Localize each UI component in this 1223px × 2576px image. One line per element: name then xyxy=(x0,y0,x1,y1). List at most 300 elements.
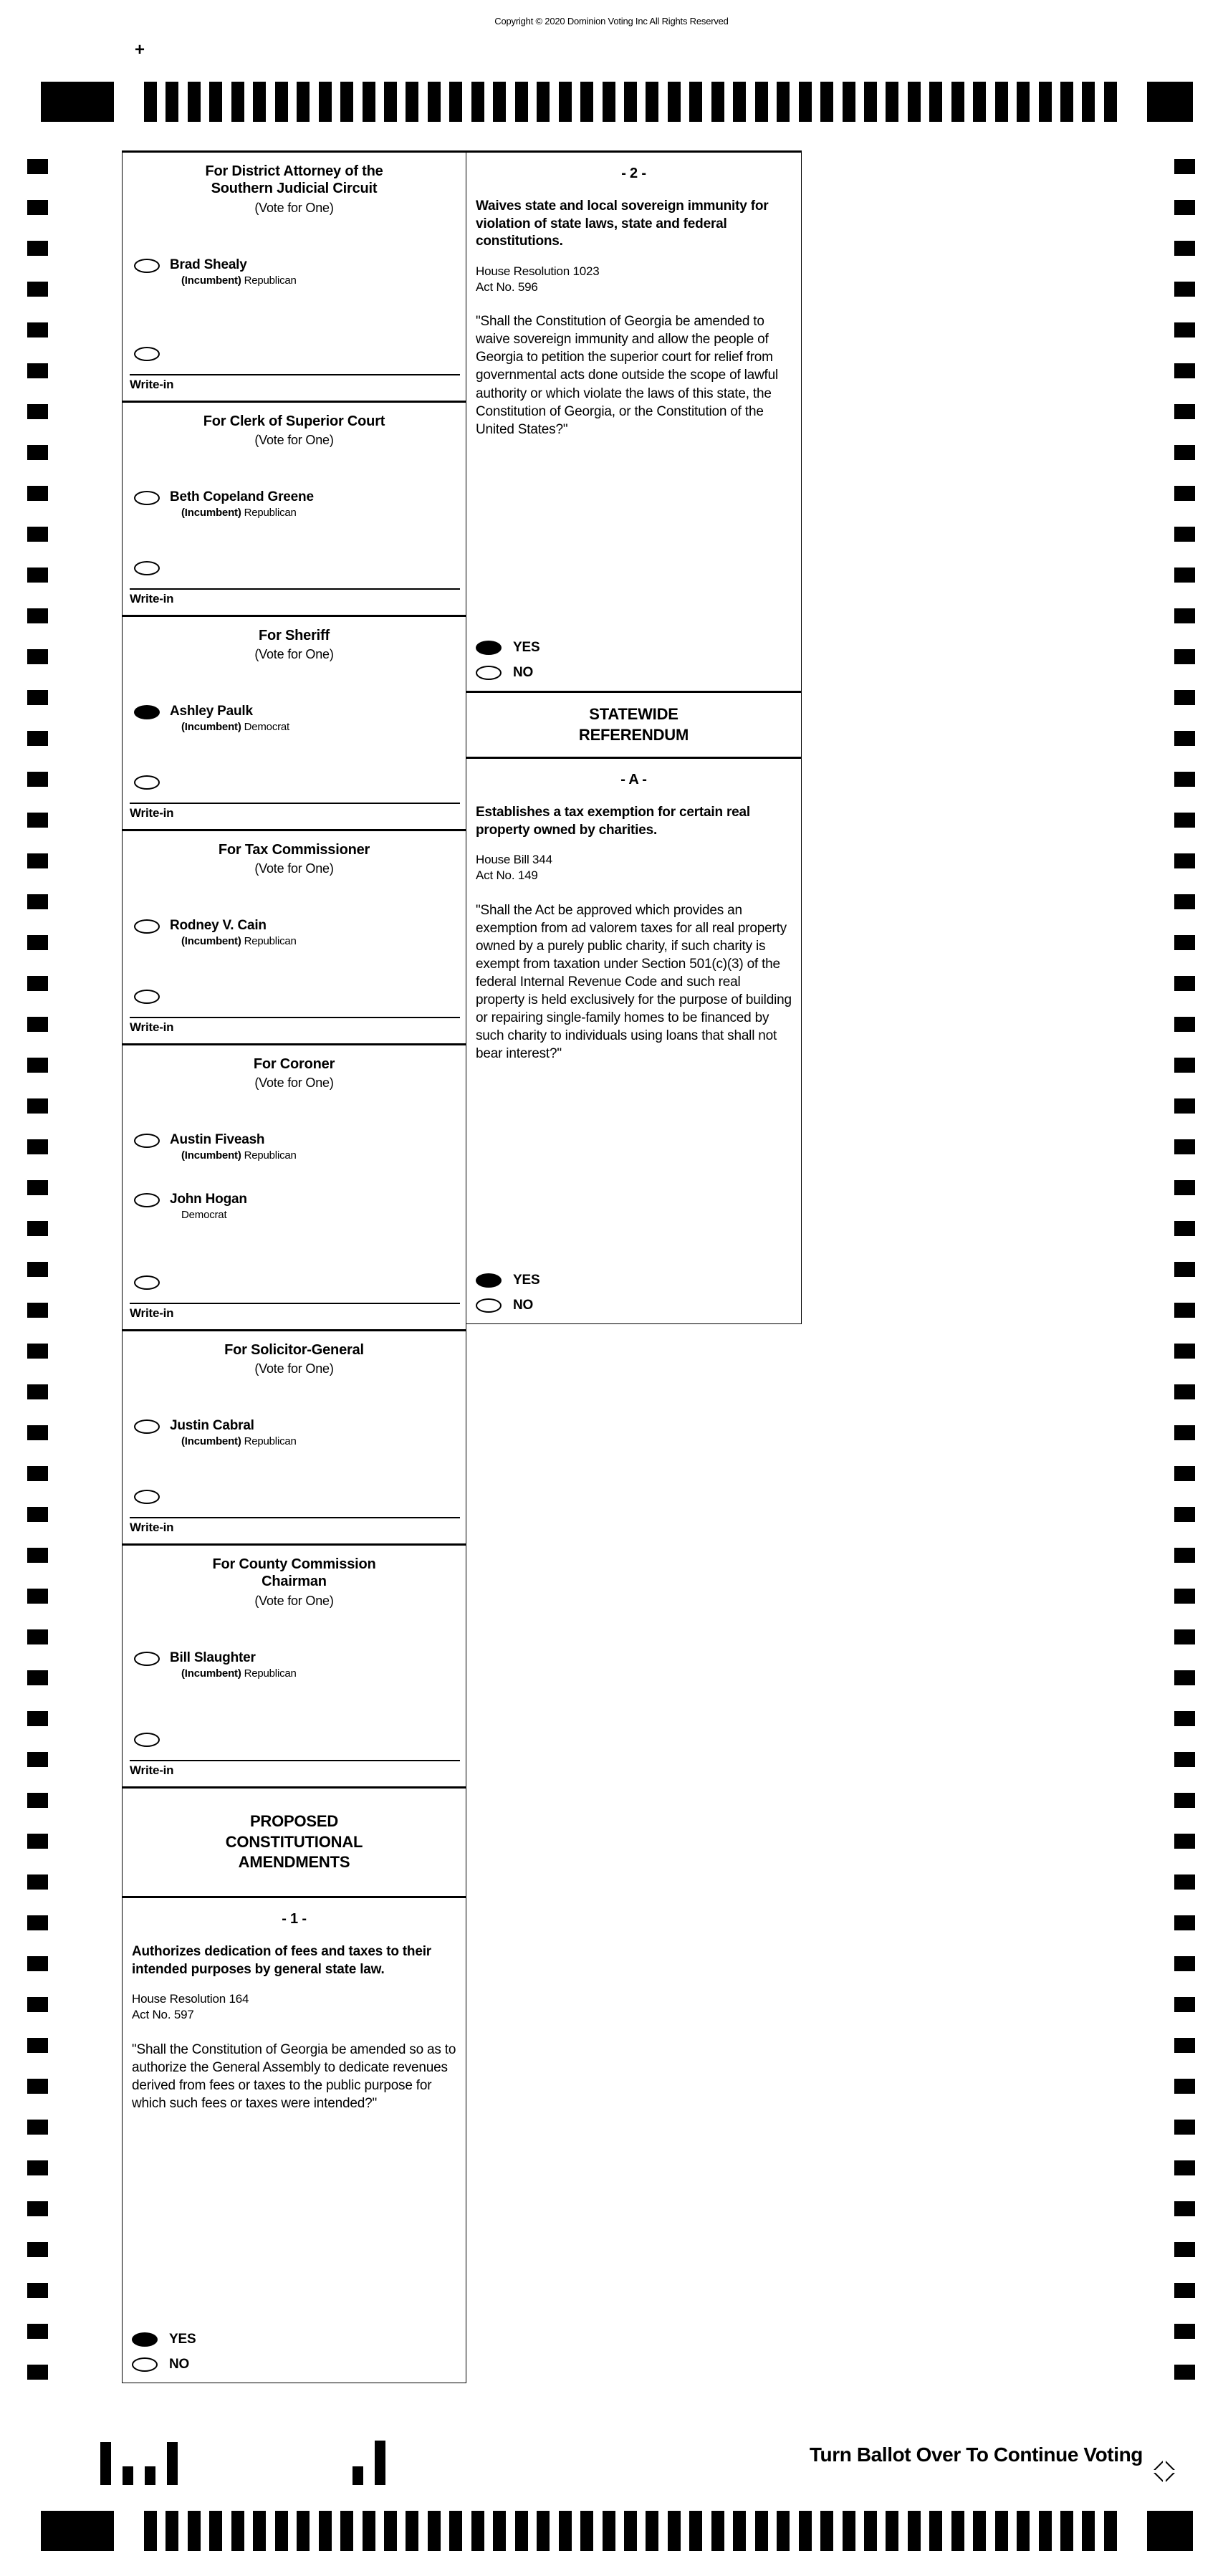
write-in-line[interactable] xyxy=(130,1017,460,1018)
timing-mark xyxy=(27,1344,48,1359)
incumbent-label: (Incumbent) xyxy=(181,1435,241,1448)
timing-mark xyxy=(537,82,550,122)
write-in-area xyxy=(130,1303,460,1321)
vote-for-instruction: (Vote for One) xyxy=(254,861,334,876)
timing-mark xyxy=(297,82,310,122)
write-in-area xyxy=(130,374,460,392)
timing-mark xyxy=(27,1303,48,1318)
choice-row xyxy=(476,1298,792,1313)
timing-mark xyxy=(1174,608,1195,623)
candidate-detail xyxy=(181,507,314,519)
timing-mark xyxy=(515,82,528,122)
timing-mark xyxy=(27,282,48,297)
icon-slit-vertical xyxy=(1163,2458,1166,2485)
candidate-info xyxy=(170,1192,247,1221)
candidate-name: Rodney V. Cain xyxy=(170,918,267,934)
measure-citation xyxy=(476,852,792,884)
timing-mark xyxy=(995,2511,1008,2551)
timing-mark xyxy=(27,568,48,583)
contest-title: For Sheriff xyxy=(259,628,330,643)
timing-mark xyxy=(755,2511,768,2551)
candidate-info xyxy=(170,1132,297,1162)
timing-mark xyxy=(1174,241,1195,256)
timing-mark xyxy=(27,200,48,215)
office-contest xyxy=(122,615,466,830)
timing-mark xyxy=(428,2511,441,2551)
timing-mark xyxy=(1174,445,1195,460)
timing-mark xyxy=(603,2511,615,2551)
write-in-line[interactable] xyxy=(130,588,460,590)
timing-mark xyxy=(363,82,375,122)
measure-number: - 1 - xyxy=(282,1911,307,1927)
timing-mark xyxy=(340,82,353,122)
write-in-label: Write-in xyxy=(130,592,174,605)
timing-mark xyxy=(1174,2038,1195,2053)
timing-mark xyxy=(27,813,48,828)
write-in-oval[interactable] xyxy=(134,990,160,1004)
write-in-area xyxy=(130,1517,460,1535)
incumbent-label: (Incumbent) xyxy=(181,935,241,948)
timing-mark xyxy=(843,82,855,122)
party-label: Republican xyxy=(244,274,297,287)
candidate-name: Bill Slaughter xyxy=(170,1649,256,1665)
contest-title: For Tax Commissioner xyxy=(218,842,370,858)
timing-mark xyxy=(493,82,506,122)
candidate-name: Brad Shealy xyxy=(170,257,247,272)
incumbent-label: (Incumbent) xyxy=(181,1667,241,1680)
measure-question: "Shall the Constitution of Georgia be amended so as to authorize the General Assembly to dedicate revenues derived from fees or taxes to the public purpose for which such fees or taxes were intended?" xyxy=(132,2041,456,2111)
write-in-line[interactable] xyxy=(130,803,460,804)
timing-mark xyxy=(1174,1997,1195,2012)
candidate-row xyxy=(134,1419,466,1447)
timing-mark xyxy=(1174,1466,1195,1481)
contest-title: Chairman xyxy=(262,1574,327,1590)
timing-mark xyxy=(1174,649,1195,664)
timing-mark xyxy=(27,2160,48,2175)
incumbent-label: (Incumbent) xyxy=(181,274,241,287)
timing-mark xyxy=(515,2511,528,2551)
contest-header xyxy=(123,624,466,662)
timing-mark xyxy=(27,159,48,174)
timing-mark xyxy=(27,2201,48,2216)
timing-mark xyxy=(1174,772,1195,787)
timing-mark xyxy=(777,82,790,122)
timing-mark xyxy=(27,690,48,705)
timing-mark xyxy=(188,2511,201,2551)
candidate-row xyxy=(134,1134,466,1162)
candidate-detail xyxy=(181,1149,297,1162)
timing-mark xyxy=(27,445,48,460)
candidate-detail xyxy=(181,721,289,733)
timing-mark xyxy=(1174,1344,1195,1359)
timing-mark xyxy=(1174,1221,1195,1236)
timing-mark xyxy=(1174,894,1195,909)
timing-mark xyxy=(1174,486,1195,501)
timing-mark xyxy=(1174,1425,1195,1440)
timing-mark xyxy=(711,82,724,122)
candidate-detail xyxy=(181,1209,247,1221)
vote-for-instruction: (Vote for One) xyxy=(254,1361,334,1376)
timing-mark xyxy=(27,1507,48,1522)
timing-mark xyxy=(908,82,921,122)
timing-mark xyxy=(755,82,768,122)
timing-mark xyxy=(1039,82,1052,122)
timing-mark xyxy=(27,1752,48,1767)
timing-mark xyxy=(27,486,48,501)
timing-mark xyxy=(1174,2201,1195,2216)
timing-mark xyxy=(1174,976,1195,991)
choice-row xyxy=(476,1273,792,1288)
timing-mark xyxy=(471,82,484,122)
timing-mark xyxy=(27,2079,48,2094)
candidate-info xyxy=(170,257,297,287)
party-label: Republican xyxy=(244,935,297,948)
timing-mark xyxy=(27,1221,48,1236)
write-in-oval[interactable] xyxy=(134,1275,160,1290)
candidate-info xyxy=(170,1650,297,1680)
candidate-info xyxy=(170,1418,297,1447)
write-in-line[interactable] xyxy=(130,1517,460,1518)
timing-block-left xyxy=(41,82,114,122)
timing-mark xyxy=(428,82,441,122)
incumbent-label: (Incumbent) xyxy=(181,507,241,519)
timing-mark xyxy=(1104,2511,1117,2551)
timing-mark xyxy=(471,2511,484,2551)
timing-mark xyxy=(27,363,48,378)
measure-question: "Shall the Act be approved which provides an exemption from ad valorem taxes for all real property owned by a purely public charity, if such charity is exempt from taxation under Section 501(c)(3) of the federal Internal Revenue Code and such real property is held exclusively for the purpose of building or repairing single-family homes to be financed by such charity to individuals using loans that shall not bear interest?" xyxy=(476,902,792,1062)
timing-mark xyxy=(27,608,48,623)
candidate-row xyxy=(134,259,466,287)
measure-number: - 2 - xyxy=(621,166,646,181)
citation-line: House Resolution 1023 xyxy=(476,264,600,279)
party-label: Democrat xyxy=(181,1209,227,1222)
timing-mark xyxy=(27,2120,48,2135)
timing-mark xyxy=(1174,404,1195,419)
incumbent-label: (Incumbent) xyxy=(181,1149,241,1162)
contest-title: For Coroner xyxy=(253,1056,335,1072)
section-header-line: CONSTITUTIONAL xyxy=(225,1832,363,1851)
choice-label: YES xyxy=(513,1273,540,1288)
timing-mark xyxy=(275,82,288,122)
timing-mark xyxy=(297,2511,310,2551)
choice-label: YES xyxy=(513,640,540,655)
candidate-detail xyxy=(181,935,297,947)
spacer xyxy=(123,519,466,561)
write-in-oval[interactable] xyxy=(134,775,160,790)
timing-mark xyxy=(27,1262,48,1277)
timing-mark xyxy=(1174,1058,1195,1073)
candidate-name: Ashley Paulk xyxy=(170,704,253,719)
timing-mark xyxy=(253,2511,266,2551)
timing-mark xyxy=(820,82,833,122)
write-in-oval[interactable] xyxy=(134,561,160,575)
timing-mark xyxy=(1174,1017,1195,1032)
write-in-line[interactable] xyxy=(130,1760,460,1761)
timing-mark xyxy=(886,82,898,122)
choice-label: NO xyxy=(513,1298,534,1313)
registration-plus-mark: + xyxy=(135,40,145,59)
timing-mark xyxy=(668,82,681,122)
timing-mark xyxy=(537,2511,550,2551)
choice-row xyxy=(476,640,792,656)
timing-mark xyxy=(27,1058,48,1073)
measure-choices xyxy=(132,2305,456,2372)
timing-mark xyxy=(711,2511,724,2551)
contest-title: For County Commission xyxy=(212,1556,376,1572)
timing-mark xyxy=(864,82,877,122)
timing-mark xyxy=(1174,690,1195,705)
timing-mark xyxy=(733,2511,746,2551)
timing-mark xyxy=(799,82,812,122)
vote-oval[interactable] xyxy=(134,491,160,505)
timing-mark xyxy=(27,976,48,991)
timing-mark xyxy=(1174,813,1195,828)
timing-mark xyxy=(319,82,332,122)
timing-mark xyxy=(27,1425,48,1440)
timing-mark xyxy=(27,1139,48,1154)
timing-mark xyxy=(1174,1711,1195,1726)
ballot-column-right xyxy=(466,150,802,1324)
candidate-info xyxy=(170,489,314,519)
choice-label: NO xyxy=(169,2357,190,2372)
candidate-info xyxy=(170,704,289,733)
timing-mark xyxy=(929,82,942,122)
timing-mark xyxy=(1174,1834,1195,1849)
timing-mark xyxy=(27,1466,48,1481)
timing-mark xyxy=(27,1997,48,2012)
citation-line: House Bill 344 xyxy=(476,853,552,867)
timing-mark xyxy=(580,2511,593,2551)
write-in-oval-row xyxy=(134,990,466,1004)
timing-mark xyxy=(27,1629,48,1644)
measure-summary: Authorizes dedication of fees and taxes to their intended purposes by general state law. xyxy=(132,1944,431,1977)
timing-mark xyxy=(27,241,48,256)
timing-mark xyxy=(559,82,572,122)
office-contest xyxy=(122,150,466,401)
choice-label: NO xyxy=(513,665,534,680)
timing-mark xyxy=(449,2511,462,2551)
timing-mark xyxy=(1174,1262,1195,1277)
party-label: Republican xyxy=(244,1435,297,1448)
spacer xyxy=(123,1447,466,1490)
timing-mark xyxy=(27,2283,48,2298)
timing-mark xyxy=(908,2511,921,2551)
timing-mark xyxy=(1174,1507,1195,1522)
write-in-oval-row xyxy=(134,1275,466,1290)
timing-mark xyxy=(27,322,48,337)
timing-block-right xyxy=(1147,2511,1193,2551)
vote-oval-filled[interactable] xyxy=(132,2332,158,2347)
turn-ballot-instruction: Turn Ballot Over To Continue Voting xyxy=(809,2443,1143,2466)
contest-header xyxy=(123,838,466,876)
timing-mark xyxy=(1174,1629,1195,1644)
office-contest xyxy=(122,401,466,616)
timing-mark xyxy=(27,1548,48,1563)
timing-mark xyxy=(995,82,1008,122)
timing-mark xyxy=(1174,2079,1195,2094)
citation-line: Act No. 596 xyxy=(476,280,538,295)
vote-oval[interactable] xyxy=(134,259,160,273)
timing-mark xyxy=(799,2511,812,2551)
write-in-label: Write-in xyxy=(130,806,174,820)
timing-mark xyxy=(668,2511,681,2551)
timing-mark xyxy=(1174,2324,1195,2339)
timing-mark xyxy=(27,1915,48,1930)
measure-contest xyxy=(466,150,802,691)
contest-title: For District Attorney of the xyxy=(205,163,383,179)
timing-mark xyxy=(27,649,48,664)
write-in-oval-row xyxy=(134,347,466,361)
vote-for-instruction: (Vote for One) xyxy=(254,647,334,662)
vote-oval[interactable] xyxy=(476,666,502,680)
office-contest xyxy=(122,829,466,1044)
vote-oval[interactable] xyxy=(134,1652,160,1666)
timing-mark xyxy=(1174,1915,1195,1930)
barcode-bar xyxy=(123,2466,133,2485)
party-label: Republican xyxy=(244,1667,297,1680)
timing-mark xyxy=(973,82,986,122)
timing-mark xyxy=(231,2511,244,2551)
spacer xyxy=(123,733,466,775)
measure-citation xyxy=(476,264,792,295)
timing-mark xyxy=(1174,1589,1195,1604)
candidate-detail xyxy=(181,274,297,287)
candidate-name: Austin Fiveash xyxy=(170,1132,265,1148)
timing-mark xyxy=(340,2511,353,2551)
write-in-label: Write-in xyxy=(130,1020,174,1034)
timing-mark xyxy=(27,404,48,419)
timing-mark xyxy=(1174,1098,1195,1114)
timing-mark xyxy=(27,1589,48,1604)
choice-row xyxy=(476,665,792,681)
timing-mark xyxy=(27,2038,48,2053)
timing-block-left xyxy=(41,2511,114,2551)
section-header xyxy=(466,691,802,757)
timing-mark xyxy=(1174,527,1195,542)
vote-oval[interactable] xyxy=(134,1193,160,1207)
citation-line: Act No. 597 xyxy=(132,2008,194,2022)
write-in-area xyxy=(130,1017,460,1035)
timing-mark xyxy=(253,82,266,122)
timing-mark xyxy=(689,82,702,122)
timing-mark xyxy=(1174,2120,1195,2135)
timing-mark xyxy=(1174,1752,1195,1767)
timing-mark xyxy=(1174,1180,1195,1195)
contest-header xyxy=(123,410,466,448)
write-in-label: Write-in xyxy=(130,1763,174,1777)
contest-title: For Solicitor-General xyxy=(224,1342,364,1358)
timing-mark xyxy=(1174,2283,1195,2298)
timing-mark xyxy=(493,2511,506,2551)
spacer xyxy=(123,1221,466,1275)
timing-mark xyxy=(166,2511,178,2551)
timing-mark xyxy=(1174,322,1195,337)
timing-mark xyxy=(384,2511,397,2551)
timing-mark xyxy=(231,82,244,122)
timing-mark xyxy=(27,2242,48,2257)
measure-contest xyxy=(122,1896,466,2383)
timing-mark xyxy=(27,935,48,950)
timing-mark xyxy=(27,1670,48,1685)
write-in-line[interactable] xyxy=(130,374,460,375)
bottom-timing-track xyxy=(41,2511,1193,2551)
measure-contest xyxy=(466,757,802,1324)
barcode-bar xyxy=(145,2466,155,2485)
timing-mark xyxy=(646,2511,658,2551)
candidate-row xyxy=(134,919,466,947)
write-in-oval[interactable] xyxy=(134,1490,160,1504)
vote-oval[interactable] xyxy=(476,1298,502,1313)
timing-mark xyxy=(886,2511,898,2551)
timing-mark xyxy=(1060,82,1073,122)
vote-for-instruction: (Vote for One) xyxy=(254,1076,334,1091)
barcode-bar xyxy=(352,2466,363,2485)
vote-oval[interactable] xyxy=(134,1134,160,1148)
timing-mark xyxy=(27,853,48,868)
choice-row xyxy=(132,2332,456,2347)
candidate-name: John Hogan xyxy=(170,1192,247,1207)
vote-oval[interactable] xyxy=(132,2357,158,2372)
timing-mark xyxy=(27,731,48,746)
incumbent-label: (Incumbent) xyxy=(181,721,241,734)
write-in-oval[interactable] xyxy=(134,347,160,361)
timing-mark xyxy=(144,82,157,122)
timing-mark xyxy=(449,82,462,122)
timing-block-right xyxy=(1147,82,1193,122)
write-in-oval-row xyxy=(134,1733,466,1747)
vote-oval[interactable] xyxy=(134,1419,160,1434)
barcode-bar xyxy=(100,2442,111,2485)
timing-mark xyxy=(1104,82,1117,122)
vote-oval[interactable] xyxy=(134,919,160,934)
timing-mark xyxy=(1017,82,1030,122)
timing-mark xyxy=(624,82,637,122)
timing-bars xyxy=(144,2511,1117,2551)
timing-mark xyxy=(27,1384,48,1399)
choice-label: YES xyxy=(169,2332,196,2347)
timing-mark xyxy=(1174,935,1195,950)
copyright-notice: Copyright © 2020 Dominion Voting Inc All Rights Reserved xyxy=(494,16,729,27)
vote-oval-filled[interactable] xyxy=(476,641,502,655)
vote-for-instruction: (Vote for One) xyxy=(254,433,334,448)
write-in-oval[interactable] xyxy=(134,1733,160,1747)
vote-oval-filled[interactable] xyxy=(134,705,160,719)
candidate-info xyxy=(170,918,297,947)
timing-mark xyxy=(1174,1384,1195,1399)
write-in-line[interactable] xyxy=(130,1303,460,1304)
timing-mark xyxy=(188,82,201,122)
measure-summary: Establishes a tax exemption for certain real property owned by charities. xyxy=(476,805,750,838)
citation-line: Act No. 149 xyxy=(476,868,538,883)
candidate-row xyxy=(134,491,466,519)
timing-mark xyxy=(1082,82,1095,122)
timing-mark xyxy=(1174,1303,1195,1318)
timing-mark xyxy=(144,2511,157,2551)
timing-mark xyxy=(1174,363,1195,378)
timing-bars xyxy=(144,82,1117,122)
barcode-bar xyxy=(167,2442,178,2485)
vote-oval-filled[interactable] xyxy=(476,1273,502,1288)
timing-mark xyxy=(27,1711,48,1726)
timing-mark xyxy=(27,527,48,542)
office-contest xyxy=(122,1329,466,1544)
timing-mark xyxy=(27,2365,48,2380)
party-label: Republican xyxy=(244,507,297,519)
vote-for-instruction: (Vote for One) xyxy=(254,200,334,215)
timing-mark xyxy=(1174,568,1195,583)
section-header xyxy=(122,1786,466,1897)
contest-header xyxy=(123,1053,466,1091)
